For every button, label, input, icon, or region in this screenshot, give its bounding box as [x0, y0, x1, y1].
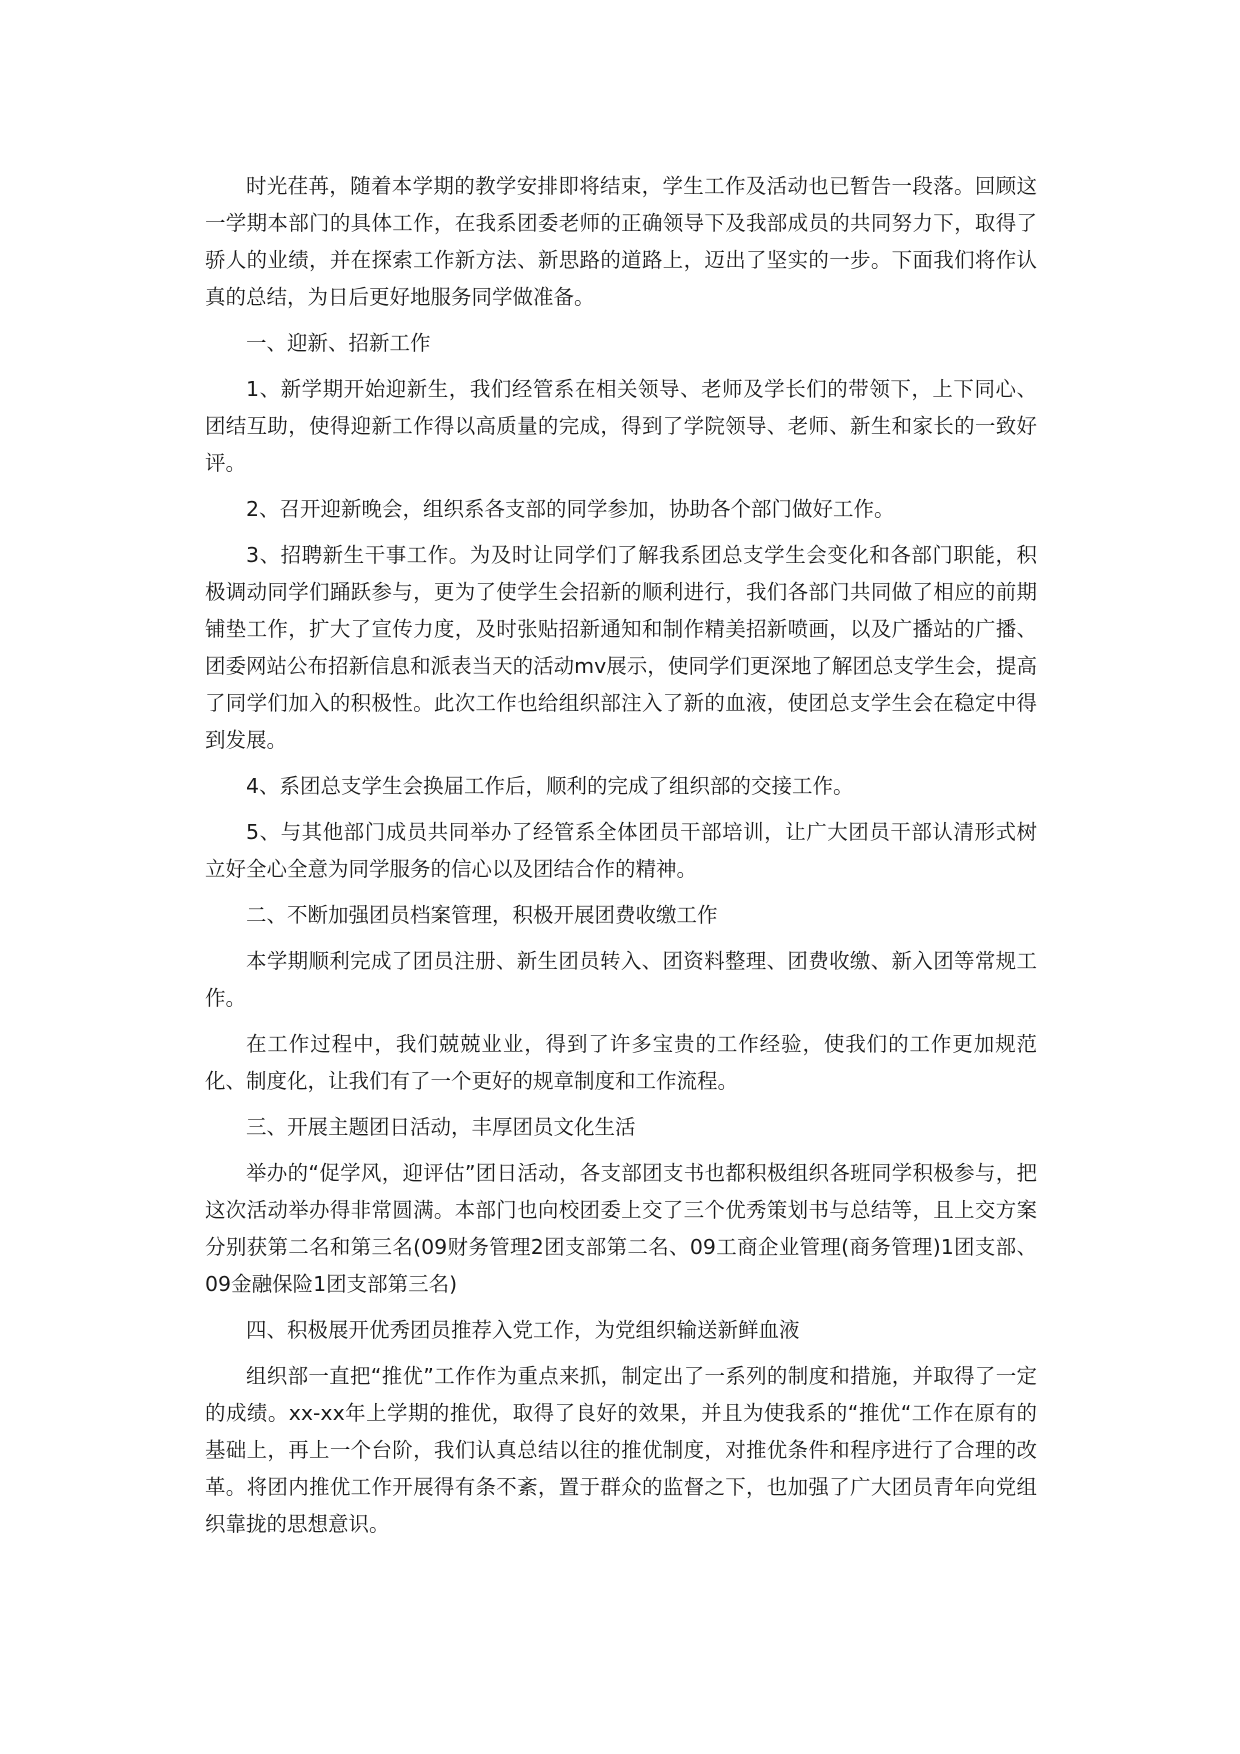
- section-heading-2: 二、不断加强团员档案管理，积极开展团费收缴工作: [246, 903, 718, 927]
- paragraph-3-1: 举办的“促学风，迎评估”团日活动，各支部团支书也都积极组织各班同学积极参与，把这次活动举办得非常圆满。本部门也向校团委上交了三个优秀策划书与总结等，且上交方案分别获第二名和第三名(09财务管理2团支部第二名、09工商企业管理(商务管理)1团支部、09金融保险1团支部第三名): [205, 1161, 1037, 1296]
- section-heading-4: 四、积极展开优秀团员推荐入党工作，为党组织输送新鲜血液: [246, 1318, 800, 1342]
- section-heading-3: 三、开展主题团日活动，丰厚团员文化生活: [246, 1115, 636, 1139]
- paragraph-1-4: 4、系团总支学生会换届工作后，顺利的完成了组织部的交接工作。: [246, 774, 854, 798]
- paragraph-1-2: 2、召开迎新晚会，组织系各支部的同学参加，协助各个部门做好工作。: [246, 497, 895, 521]
- paragraph-1-5: 5、与其他部门成员共同举办了经管系全体团员干部培训，让广大团员干部认清形式树立好全心全意为同学服务的信心以及团结合作的精神。: [205, 820, 1037, 881]
- intro-paragraph: 时光荏苒，随着本学期的教学安排即将结束，学生工作及活动也已暂告一段落。回顾这一学期本部门的具体工作，在我系团委老师的正确领导下及我部成员的共同努力下，取得了骄人的业绩，并在探索工作新方法、新思路的道路上，迈出了坚实的一步。下面我们将作认真的总结，为日后更好地服务同学做准备。: [205, 174, 1037, 309]
- paragraph-2-2: 在工作过程中，我们兢兢业业，得到了许多宝贵的工作经验，使我们的工作更加规范化、制度化，让我们有了一个更好的规章制度和工作流程。: [205, 1032, 1037, 1093]
- paragraph-1-1: 1、新学期开始迎新生，我们经管系在相关领导、老师及学长们的带领下，上下同心、团结互助，使得迎新工作得以高质量的完成，得到了学院领导、老师、新生和家长的一致好评。: [205, 377, 1037, 475]
- section-heading-1: 一、迎新、招新工作: [246, 331, 431, 355]
- paragraph-1-3: 3、招聘新生干事工作。为及时让同学们了解我系团总支学生会变化和各部门职能，积极调动同学们踊跃参与，更为了使学生会招新的顺利进行，我们各部门共同做了相应的前期铺垫工作，扩大了宣传力度，及时张贴招新通知和制作精美招新喷画，以及广播站的广播、团委网站公布招新信息和派表当天的活动mv展示，使同学们更深地了解团总支学生会，提高了同学们加入的积极性。此次工作也给组织部注入了新的血液，使团总支学生会在稳定中得到发展。: [205, 543, 1037, 752]
- document-body: [205, 168, 1037, 1552]
- paragraph-4-1: 组织部一直把“推优”工作作为重点来抓，制定出了一系列的制度和措施，并取得了一定的成绩。xx-xx年上学期的推优，取得了良好的效果，并且为使我系的“推优“工作在原有的基础上，再上一个台阶，我们认真总结以往的推优制度，对推优条件和程序进行了合理的改革。将团内推优工作开展得有条不紊，置于群众的监督之下，也加强了广大团员青年向党组织靠拢的思想意识。: [205, 1364, 1037, 1536]
- paragraph-2-1: 本学期顺利完成了团员注册、新生团员转入、团资料整理、团费收缴、新入团等常规工作。: [205, 949, 1037, 1010]
